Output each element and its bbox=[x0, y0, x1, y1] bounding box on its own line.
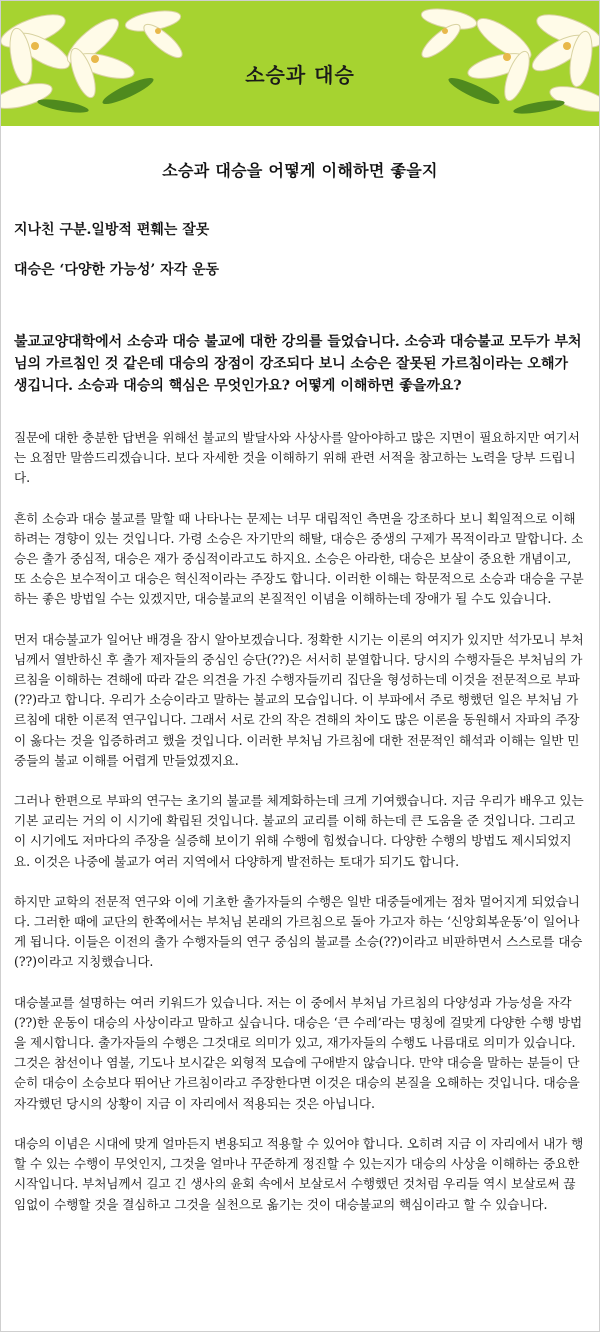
answer-paragraph: 질문에 대한 충분한 답변을 위해선 불교의 발달사와 사상사를 알아야하고 많은 지면이 필요하지만 여기서는 요점만 말씀드리겠습니다. 보다 자세한 것을 이해하기 위해 관련 서적을 참고하는 노력을 당부 드립니다. bbox=[14, 430, 580, 486]
kicker-line-2: 대승은 ‘다양한 가능성’ 자각 운동 bbox=[14, 262, 220, 278]
answer-paragraph: 그러나 한편으로 부파의 연구는 초기의 불교를 체계화하는데 크게 기여했습니다. 지금 우리가 배우고 있는 기본 교리는 거의 이 시기에 확립된 것입니다. 불교의 교리를 이해 하는데 큰 도움을 준 것입니다. 그리고 이 시기에도 저마다의 주장을 실증해 보이기 위해 수행에 힘썼습니다. 다양한 수행의 방법도 제시되었지요. 이것은 나중에 불교가 여러 지역에서 다양하게 발전하는 토대가 되기도 합니다. bbox=[14, 793, 584, 869]
article-subtitle: 소승과 대승을 어떻게 이해하면 좋을지 bbox=[162, 161, 438, 180]
answer-paragraph: 하지만 교학의 전문적 연구와 이에 기초한 출가자들의 수행은 일반 대중들에게는 점차 멀어지게 되었습니다. 그러한 때에 교단의 한쪽에서는 부처님 본래의 가르침으로 돌아 가고자 하는 ‘신앙회복운동’이 일어나게 됩니다. 이들은 이전의 출가 수행자들의 연구 중심의 불교를 소승(??)이라고 비판하면서 스스로를 대승(??)이라고 지칭했습니다. bbox=[14, 893, 583, 970]
header-banner bbox=[1, 1, 599, 126]
answer-paragraph: 흔히 소승과 대승 불교를 말할 때 나타나는 문제는 너무 대립적인 측면을 강조하다 보니 획일적으로 이해하려는 경향이 있는 것입니다. 가령 소승은 자기만의 해탈, 대승은 중생의 구제가 목적이라고 말합니다. 소승은 출가 중심적, 대승은 재가 중심적이라고도 하지요. 소승은 아라한, 대승은 보살이 중요한 개념이고, 또 소승은 보수적이고 대승은 혁신적이라는 주장도 합니다. 이러한 이해는 학문적으로 소승과 대승을 구분하는 좋은 방법일 수는 있겠지만, 대승불교의 본질적인 이념을 이해하는데 장애가 될 수도 있습니다. bbox=[14, 510, 584, 607]
answer-paragraph: 대승불교를 설명하는 여러 키워드가 있습니다. 저는 이 중에서 부처님 가르침의 다양성과 가능성을 자각(??)한 운동이 대승의 사상이라고 말하고 싶습니다. 대승은 ‘큰 수레’라는 명칭에 걸맞게 다양한 수행 방법을 제시합니다. 출가자들의 수행은 그것대로 의미가 있고, 재가자들의 수행도 나름대로 의미가 있습니다. 그것은 참선이나 염불, 기도나 보시같은 외형적 모습에 구애받지 않습니다. 만약 대승을 말하는 분들이 단순히 대승이 소승보다 뛰어난 가르침이라고 주장한다면 이것은 대승의 본질을 오해하는 것입니다. 대승을 자각했던 당시의 상황이 지금 이 자리에서 적용되는 것은 아닙니다. bbox=[14, 994, 583, 1111]
answer-paragraph: 먼저 대승불교가 일어난 배경을 잠시 알아보겠습니다. 정확한 시기는 이론의 여지가 있지만 석가모니 부처님께서 열반하신 후 출가 제자들의 중심인 승단(??)은 서서히 분열합니다. 당시의 수행자들은 부처님의 가르침을 이해하는 견해에 따라 같은 의견을 가진 수행자들끼리 집단을 형성하는데 이것을 전문적으로 부파(??)라고 합니다. 우리가 소승이라고 말하는 불교의 모습입니다. 이 부파에서 주로 행했던 일은 부처님 가르침에 대한 이론적 연구입니다. 그래서 서로 간의 작은 견해의 차이도 많은 이론을 동원해서 자파의 주장이 옳다는 것을 입증하려고 했을 것입니다. 이러한 부처님 가르침에 대한 전문적인 해석과 이해는 일반 민중들의 불교 이해를 어렵게 만들었겠지요. bbox=[14, 631, 584, 768]
answer-paragraph: 대승의 이념은 시대에 맞게 얼마든지 변용되고 적용할 수 있어야 합니다. 오히려 지금 이 자리에서 내가 행할 수 있는 수행이 무엇인지, 그것을 얼마나 꾸준하게 정진할 수 있는지가 대승의 사상을 이해하는 중요한 시작입니다. 부처님께서 길고 긴 생사의 윤회 속에서 보살로서 수행했던 것처럼 우리들 역시 보살로써 끊임없이 수행할 것을 결심하고 그것을 실천으로 옮기는 것이 대승불교의 핵심이라고 할 수 있습니다. bbox=[14, 1135, 584, 1212]
reader-question: 불교교양대학에서 소승과 대승 불교에 대한 강의를 들었습니다. 소승과 대승불교 모두가 부처님의 가르침인 것 같은데 대승의 장점이 강조되다 보니 소승은 잘못된 가르침이라는 오해가 생깁니다. 소승과 대승의 핵심은 무엇인가요? 어떻게 이해하면 좋을까요? bbox=[14, 334, 582, 394]
page-title: 소승과 대승 bbox=[245, 63, 355, 87]
kicker-line-1: 지나친 구분.일방적 편훼는 잘못 bbox=[14, 222, 210, 238]
answer-body bbox=[14, 428, 586, 1235]
